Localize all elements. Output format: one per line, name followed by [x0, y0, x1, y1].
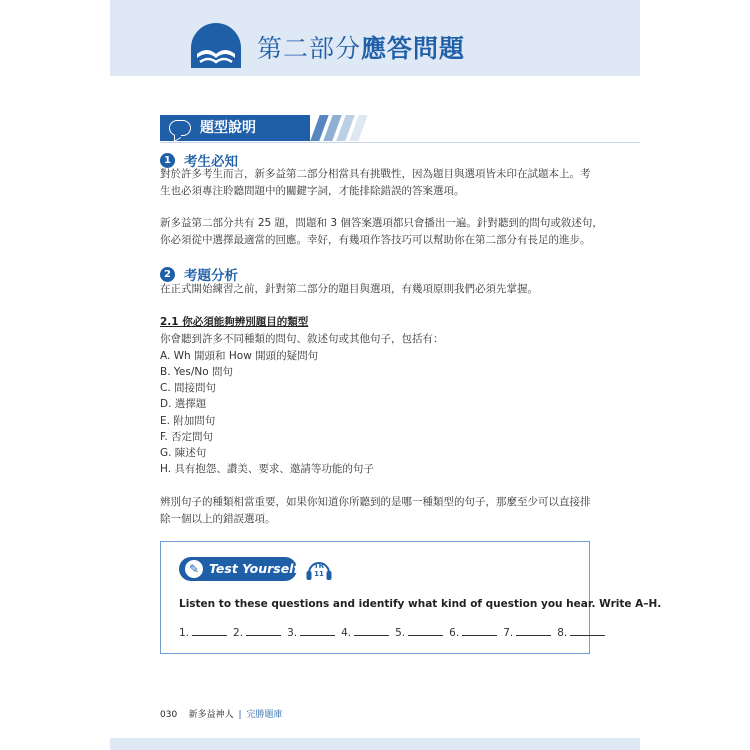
textbook-page — [110, 0, 662, 750]
section-tab — [160, 115, 310, 141]
test-yourself-box — [160, 541, 662, 654]
title-part-label: 第二部分 — [257, 34, 362, 63]
footer-band — [110, 738, 640, 750]
track-number: 11 — [314, 570, 324, 578]
answer-number: 1. — [179, 627, 190, 639]
type-list-item: E. 附加問句 — [160, 415, 216, 427]
book-wave-logo-icon — [185, 18, 247, 68]
answer-blank — [354, 626, 389, 636]
answer-number: 6. — [449, 627, 460, 639]
answer-item — [341, 626, 389, 639]
subsection-title: 考題分析 — [184, 268, 238, 284]
subsection-number-badge: 1 — [160, 153, 175, 168]
answer-item — [557, 626, 605, 639]
answer-item — [233, 626, 281, 639]
answer-number: 2. — [233, 627, 244, 639]
page-title — [257, 34, 465, 64]
answer-number: 8. — [557, 627, 568, 639]
sub-section-heading: 2.1 你必須能夠辨別題目的類型 — [160, 316, 309, 328]
answer-item — [179, 626, 227, 639]
type-list-item: F. 否定問句 — [160, 431, 214, 443]
paragraph-line: 除一個以上的錯誤選項。 — [160, 513, 276, 525]
test-yourself-label: Test Yourself — [209, 561, 299, 576]
answer-item — [503, 626, 551, 639]
type-list-item: A. Wh 開頭和 How 開頭的疑問句 — [160, 350, 319, 362]
paragraph-line: 新多益第二部分共有 25 題，問題和 3 個答案選項都只會播出一遍。針對聽到的問句或敘述句， — [160, 217, 603, 229]
test-yourself-badge — [179, 557, 297, 581]
answer-blank — [516, 626, 551, 636]
paragraph-line: 辨別句子的種類相當重要，如果你知道你所聽到的是哪一種類型的句子，那麼至少可以直接排 — [160, 496, 591, 508]
answer-item — [449, 626, 497, 639]
answer-blanks — [179, 626, 605, 639]
answer-item — [395, 626, 443, 639]
subsection-number-badge: 2 — [160, 267, 175, 282]
answer-item — [287, 626, 335, 639]
answer-blank — [192, 626, 227, 636]
type-list-item: D. 選擇題 — [160, 398, 207, 410]
paragraph-line: 對於許多考生而言，新多益第二部分相當具有挑戰性，因為題目與選項皆未印在試題本上。考 — [160, 168, 591, 180]
answer-number: 7. — [503, 627, 514, 639]
book-subtitle: 完勝題庫 — [246, 710, 283, 720]
book-title: 新多益神人 — [188, 710, 234, 720]
exercise-instruction: Listen to these questions and identify what kind of question you hear. Write A–H. — [179, 598, 662, 610]
answer-blank — [300, 626, 335, 636]
audio-track-number — [304, 562, 334, 578]
section-tab-label: 題型說明 — [200, 120, 256, 136]
type-list-item: H. 具有抱怨、讚美、要求、邀請等功能的句子 — [160, 463, 374, 475]
pencil-icon: ✎ — [185, 560, 203, 578]
footer-separator: | — [238, 710, 242, 720]
type-list-item: C. 間接問句 — [160, 382, 217, 394]
answer-blank — [246, 626, 281, 636]
page-footer — [160, 707, 282, 720]
answer-blank — [408, 626, 443, 636]
answer-number: 5. — [395, 627, 406, 639]
page-number: 030 — [160, 710, 178, 720]
paragraph-line: 你會聽到許多不同種類的問句、敘述句或其他句子，包括有： — [160, 333, 444, 345]
track-code: TR — [313, 562, 325, 570]
paragraph-line: 在正式開始練習之前，針對第二部分的題目與選項，有幾項原則我們必須先掌握。 — [160, 283, 538, 295]
answer-number: 4. — [341, 627, 352, 639]
paragraph-line: 生也必須專注聆聽問題中的關鍵字詞，才能排除錯誤的答案選項。 — [160, 185, 465, 197]
answer-blank — [570, 626, 605, 636]
type-list-item: G. 陳述句 — [160, 447, 207, 459]
answer-number: 3. — [287, 627, 298, 639]
speech-bubble-icon — [169, 120, 191, 136]
title-part-name: 應答問題 — [361, 34, 466, 63]
subsection-title: 考生必知 — [184, 154, 238, 170]
paragraph-line: 你必須從中選擇最適當的回應。幸好，有幾項作答技巧可以幫助你在第二部分有長足的進步。 — [160, 234, 591, 246]
type-list-item: B. Yes/No 問句 — [160, 366, 233, 378]
answer-blank — [462, 626, 497, 636]
tab-underline — [160, 142, 640, 143]
